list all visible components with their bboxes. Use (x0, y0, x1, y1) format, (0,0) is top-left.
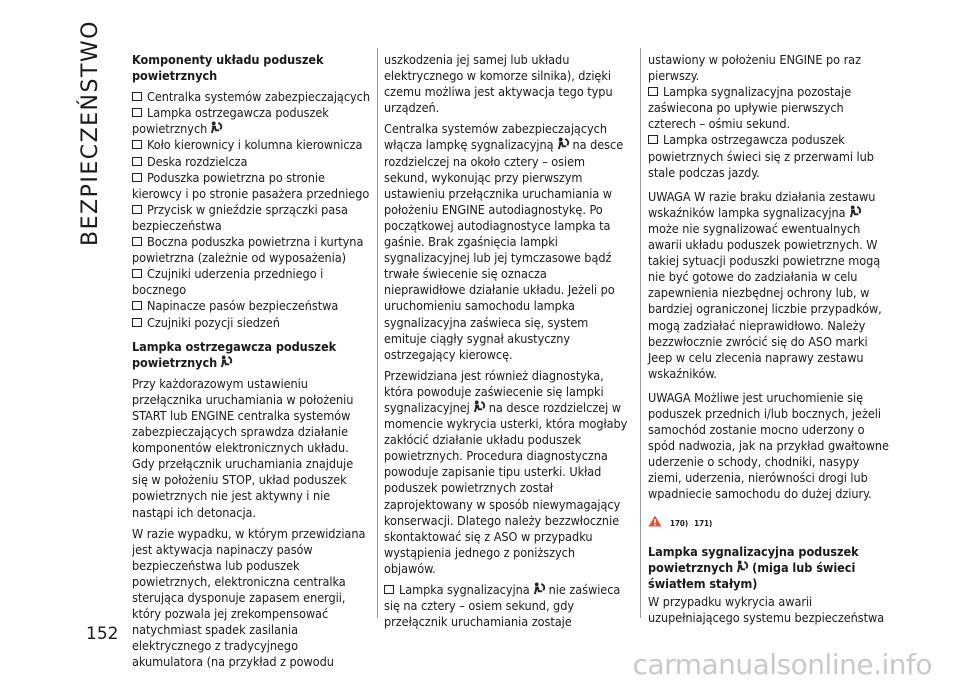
checkbox-icon (648, 135, 658, 144)
checkbox-icon (648, 87, 658, 96)
reference-171: 171) (694, 518, 713, 528)
list-item: Lampka sygnalizacyjna pozostaje zaświecona po upływie pierwszych czterech – ośmiu sekund. (648, 84, 852, 132)
column-2 (384, 52, 629, 630)
airbag-warning-icon (556, 137, 571, 150)
list-item: Lampka sygnalizacyjna nie zaświeca się na cztery – osiem sekund, gdy przełącznik uruchamiania zostaje (384, 582, 621, 630)
airbag-warning-icon (472, 400, 487, 413)
watermark: carmanualsonline.info (632, 648, 932, 681)
note-paragraph: UWAGA W razie braku działania zestawu wskaźników lampka sygnalizacyjnamoże nie sygnalizować ewentualnych awarii układu poduszek powietrznych. W takiej sytuacji poduszki powietrzne mogą nie być gotowe do zadziałania w celu zapewnienia niezbędnej ochrony lub, w bardziej ograniczonej liczbie przypadków, mogą zadziałać nieprawidłowo. Należy bezzwłocznie zwrócić się do ASO marki Jeep w celu zlecenia naprawy zestawu wskaźników. (648, 188, 882, 381)
airbag-warning-icon (532, 582, 547, 595)
checkbox-icon (132, 318, 142, 327)
column-3 (648, 52, 893, 631)
checkbox-icon (132, 92, 142, 101)
paragraph: W razie wypadku, w którym przewidziana jest aktywacja napinaczy pasów bezpieczeństwa lub poduszek powietrznych, elektroniczna centralka sterująca dysponuje zapasem energii, który pozwala jej zrekompensować natychmiast spadek zasilania elektrycznego z tradycyjnego akumulatora (na przykład z powodu (132, 525, 366, 670)
checkbox-icon (132, 108, 142, 117)
reference-170: 170) (670, 518, 689, 528)
checkbox-icon (384, 585, 394, 594)
column-divider (640, 48, 641, 618)
paragraph: Przy każdorazowym ustawieniu przełącznika uruchamiania w położeniu START lub ENGINE centralka systemów zabezpieczających sprawdza działanie komponentów elektronicznych układu. Gdy przełącznik uruchamiania znajduje się w położeniu STOP, układ poduszek powietrznych nie jest aktywny i nie nastąpi ich detonacja. (132, 375, 354, 520)
checkbox-icon (132, 205, 142, 214)
airbag-warning-icon (848, 205, 863, 218)
checkbox-icon (132, 237, 142, 246)
warning-lamp-heading: Lampka ostrzegawcza poduszek powietrznych (132, 338, 337, 370)
list-item: Czujniki uderzenia przedniego i bocznego (132, 266, 324, 298)
column-1 (132, 52, 372, 675)
paragraph: ustawiony w położeniu ENGINE po raz pierwszy. (648, 52, 861, 84)
list-item: Poduszka powietrzna po stronie kierowcy i po stronie pasażera przedniego (132, 169, 370, 201)
list-item: Koło kierownicy i kolumna kierownicza (132, 137, 372, 153)
list-item: Boczna poduszka powietrzna i kurtyna powietrzna (zależnie od wyposażenia) (132, 234, 364, 266)
note-paragraph: UWAGA Możliwe jest uruchomienie się poduszek przednich i/lub bocznych, jeżeli samochód zostanie mocno uderzony o spód nadwozia, jak na przykład gwałtowne uderzenie o schody, chodniki, nasypy ziemi, uderzenia, nierówności drogi lub wpadniecie samochodu do dużej dziury. (648, 389, 889, 502)
checkbox-icon (132, 301, 142, 310)
paragraph: Przewidziana jest również diagnostyka, która powoduje zaświecenie się lampki sygnalizacyjnej na desce rozdzielczej w momencie wykrycia usterki, która mogłaby zakłócić działanie układu poduszek powietrznych. Procedura diagnostyczna powoduje zapisanie tipu usterki. Układ poduszek powietrznych został zaprojektowany w sposób niewymagający konserwacji. Dlatego należy bezzwłocznie skontaktować się z ASO w przypadku wystąpienia jednego z poniższych objawów. (384, 367, 628, 576)
checkbox-icon (132, 269, 142, 278)
airbag-warning-icon (209, 121, 224, 134)
blinking-lamp-heading: Lampka sygnalizacyjna poduszek powietrznych (miga lub świeci światłem stałym) (648, 543, 859, 591)
paragraph: Centralka systemów zabezpieczających włącza lampkę sygnalizacyjną na desce rozdzielczej na około cztery – osiem sekund, wykonując przy pierwszym ustawieniu przełącznika uruchamiania w położeniu ENGINE autodiagnostykę. Po początkowej autodiagnostyce lampka ta gaśnie. Brak zgaśnięcia lampki sygnalizacyjnej lub jej tymczasowe bądź trwałe świecenie się oznacza nieprawidłowe działanie układu. Jeżeli po uruchomieniu samochodu lampka sygnalizacyjna zaświeca się, system emituje ciągły sygnał akustyczny ostrzegający kierowcę. (384, 121, 624, 362)
checkbox-icon (132, 173, 142, 182)
paragraph: W przypadku wykrycia awarii uzupełniającego systemu bezpieczeństwa (648, 593, 885, 625)
components-heading: Komponenty układu poduszek powietrznych (132, 52, 324, 84)
column-divider (377, 48, 378, 618)
airbag-warning-icon (735, 560, 750, 573)
airbag-warning-icon (219, 355, 234, 368)
list-item: Napinacze pasów bezpieczeństwa (132, 298, 372, 314)
checkbox-icon (132, 157, 142, 166)
list-item: Centralka systemów zabezpieczających (132, 89, 372, 105)
section-title: BEZPIECZEŃSTWO (78, 20, 103, 246)
page-number: 152 (86, 624, 119, 644)
warning-triangle-icon (648, 515, 662, 527)
list-item: Deska rozdzielcza (132, 154, 372, 170)
list-item: Lampka ostrzegawcza poduszek powietrznych świeci się z przerwami lub stale podczas jazdy. (648, 132, 874, 180)
list-item: Lampka ostrzegawcza poduszek powietrznych (132, 105, 329, 137)
list-item: Przycisk w gnieździe sprzączki pasa bezpieczeństwa (132, 201, 348, 233)
checkbox-icon (132, 140, 142, 149)
paragraph: uszkodzenia jej samej lub układu elektrycznego w komorze silnika), dzięki czemu możliwa jest aktywacja tego typu urządzeń. (384, 52, 613, 116)
warning-references (648, 515, 893, 532)
list-item: Czujniki pozycji siedzeń (132, 315, 372, 331)
